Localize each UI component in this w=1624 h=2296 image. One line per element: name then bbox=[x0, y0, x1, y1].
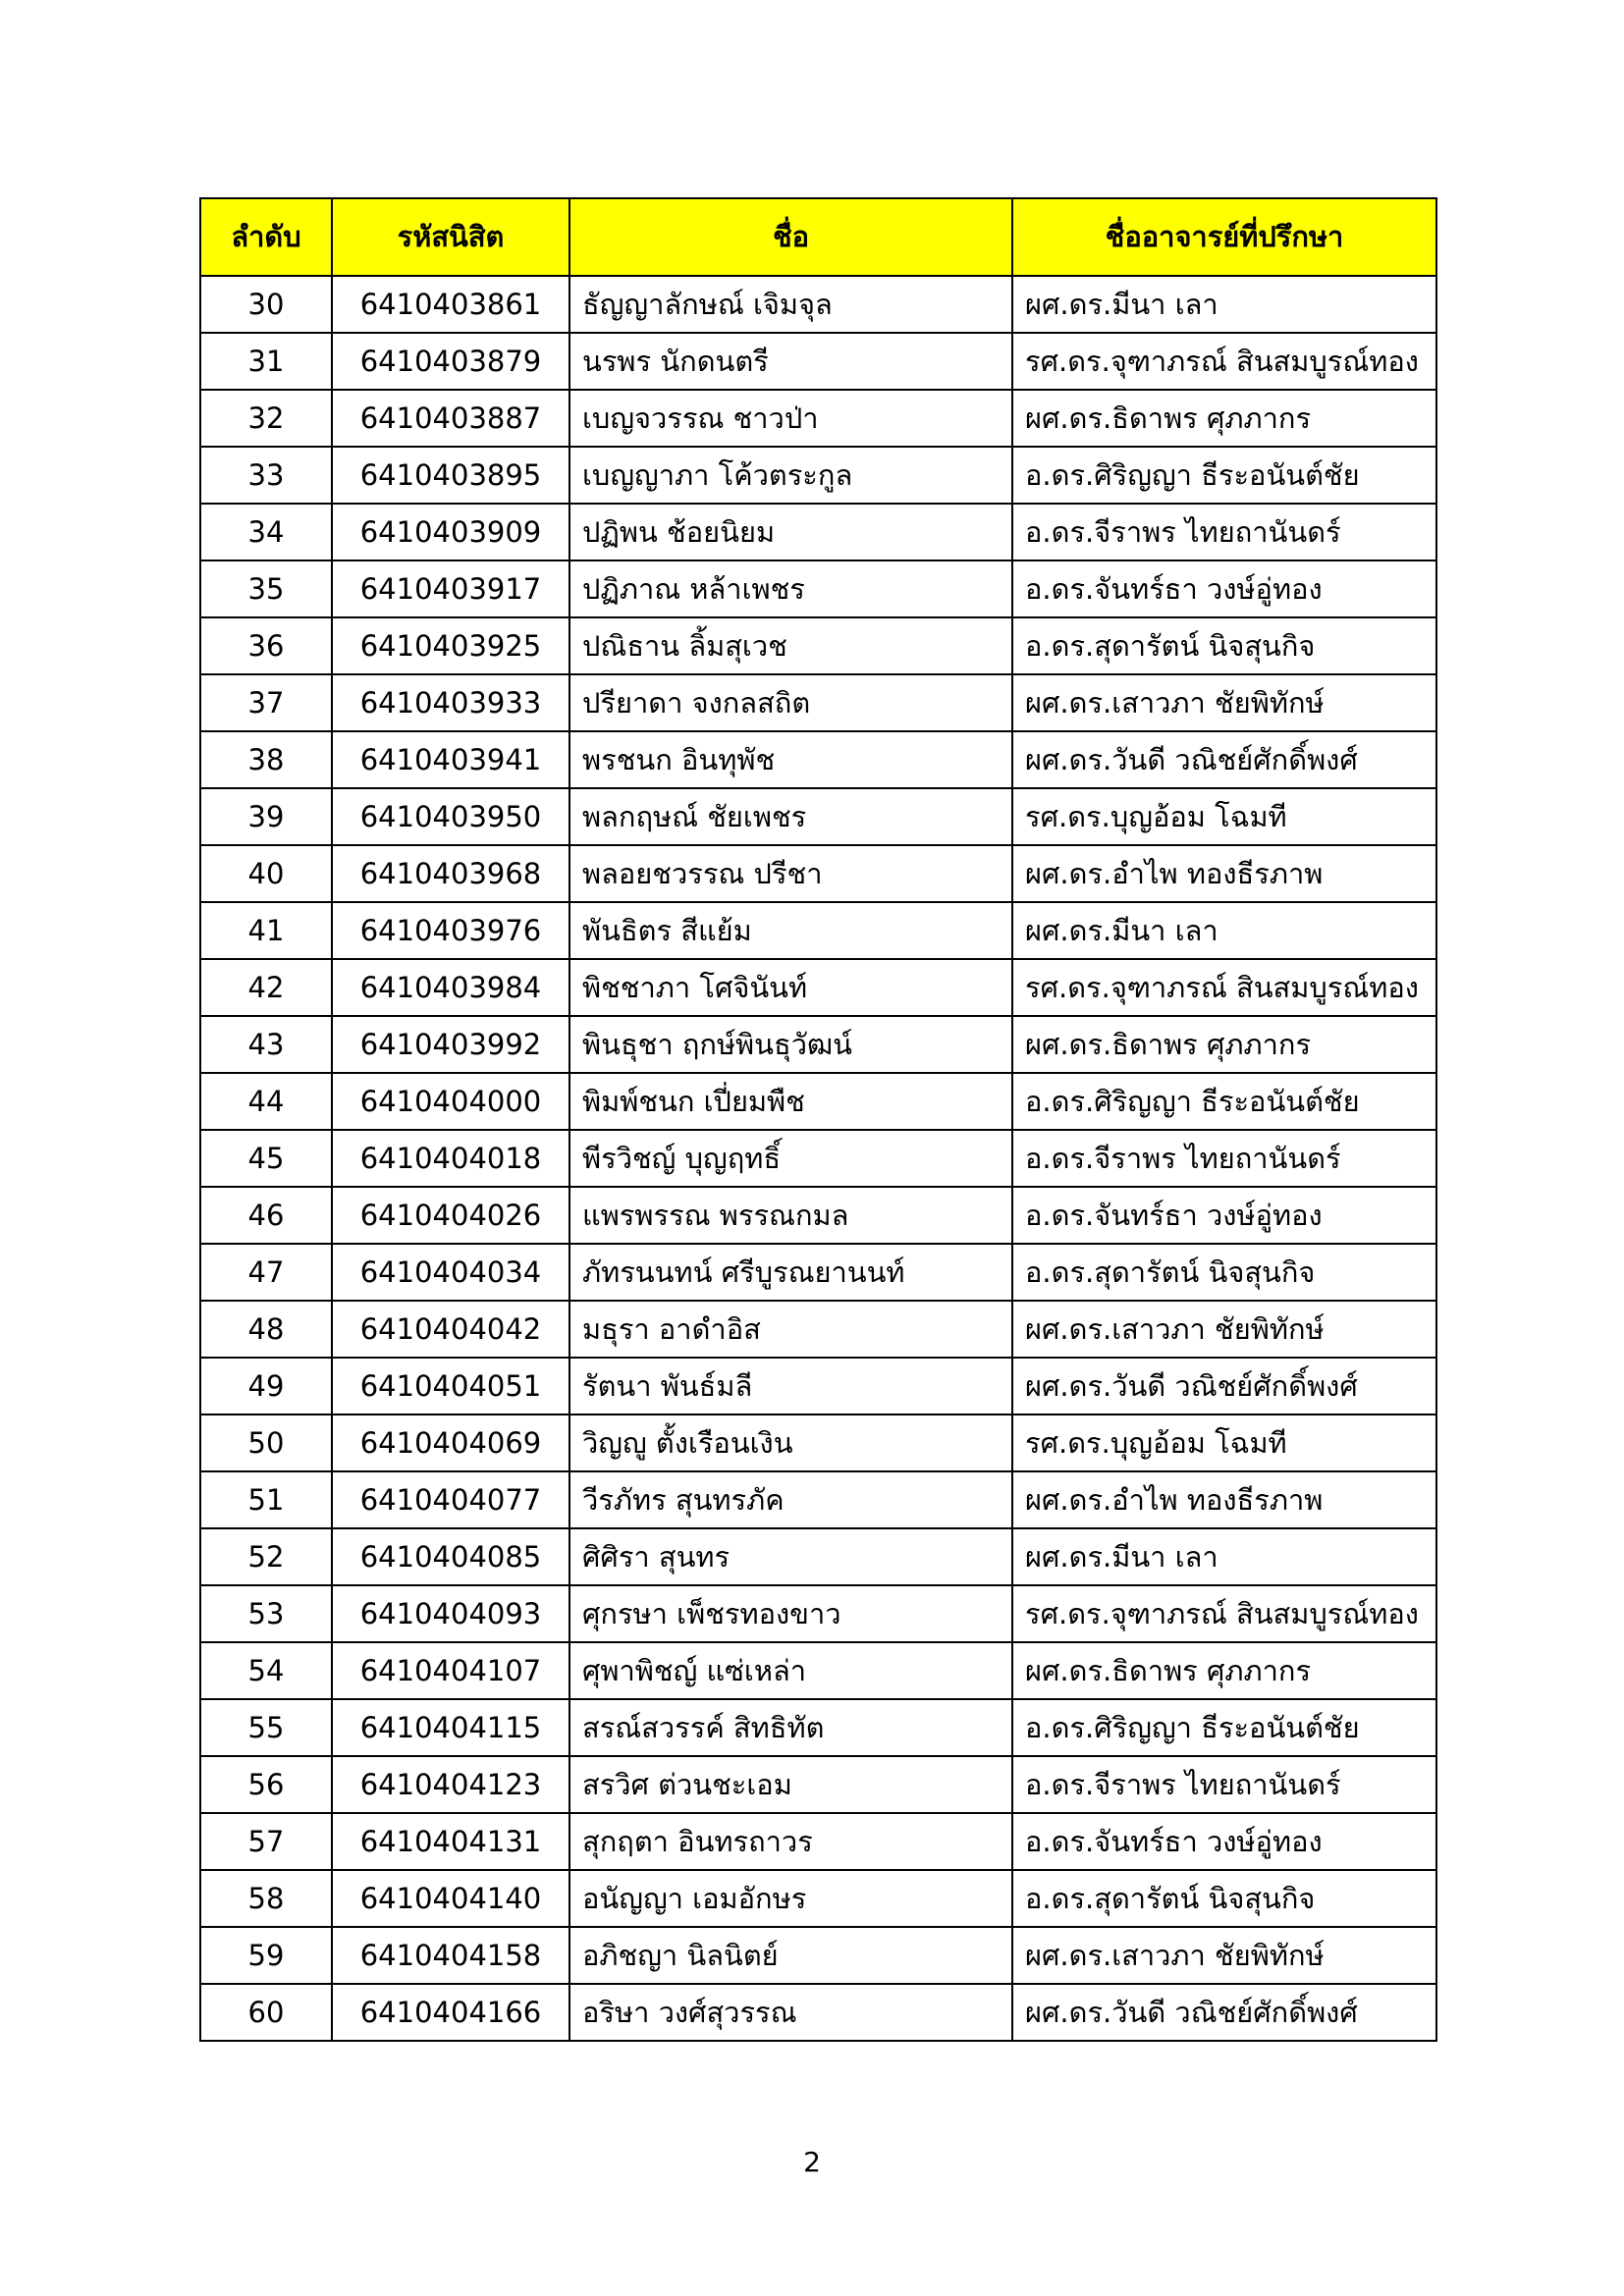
table-body bbox=[200, 276, 1436, 2041]
order-number-cell: 46 bbox=[200, 1187, 332, 1244]
table-row bbox=[200, 731, 1436, 788]
student-name-cell: มธุรา อาดำอิส bbox=[569, 1301, 1012, 1358]
advisor-name-cell: ผศ.ดร.มีนา เลา bbox=[1012, 276, 1436, 333]
advisor-name-cell: ผศ.ดร.อำไพ ทองธีรภาพ bbox=[1012, 845, 1436, 902]
advisor-name-cell: รศ.ดร.บุญอ้อม โฉมที bbox=[1012, 788, 1436, 845]
table-row bbox=[200, 276, 1436, 333]
student-id-cell: 6410404140 bbox=[332, 1870, 569, 1927]
order-number-cell: 35 bbox=[200, 561, 332, 617]
table-row bbox=[200, 1870, 1436, 1927]
student-id-cell: 6410403925 bbox=[332, 617, 569, 674]
table-row bbox=[200, 959, 1436, 1016]
advisor-name-cell: รศ.ดร.จุฑาภรณ์ สินสมบูรณ์ทอง bbox=[1012, 959, 1436, 1016]
student-id-cell: 6410404018 bbox=[332, 1130, 569, 1187]
order-number-cell: 33 bbox=[200, 447, 332, 504]
order-number-cell: 37 bbox=[200, 674, 332, 731]
student-name-cell: วีรภัทร สุนทรภัค bbox=[569, 1471, 1012, 1528]
table-row bbox=[200, 845, 1436, 902]
order-number-cell: 34 bbox=[200, 504, 332, 561]
student-id-cell: 6410404107 bbox=[332, 1642, 569, 1699]
student-id-cell: 6410404123 bbox=[332, 1756, 569, 1813]
order-number-cell: 52 bbox=[200, 1528, 332, 1585]
student-name-cell: แพรพรรณ พรรณกมล bbox=[569, 1187, 1012, 1244]
advisor-name-cell: อ.ดร.ศิริญญา ธีระอนันต์ชัย bbox=[1012, 447, 1436, 504]
table-row bbox=[200, 1528, 1436, 1585]
student-id-cell: 6410404166 bbox=[332, 1984, 569, 2041]
student-id-cell: 6410404042 bbox=[332, 1301, 569, 1358]
student-name-cell: พันธิตร สีแย้ม bbox=[569, 902, 1012, 959]
table-row bbox=[200, 1415, 1436, 1471]
student-id-cell: 6410403968 bbox=[332, 845, 569, 902]
advisor-name-cell: อ.ดร.จีราพร ไทยถานันดร์ bbox=[1012, 504, 1436, 561]
advisor-name-cell: ผศ.ดร.เสาวภา ชัยพิทักษ์ bbox=[1012, 1301, 1436, 1358]
header-student-name: ชื่อ bbox=[569, 198, 1012, 276]
order-number-cell: 53 bbox=[200, 1585, 332, 1642]
advisor-name-cell: ผศ.ดร.ธิดาพร ศุภภากร bbox=[1012, 390, 1436, 447]
order-number-cell: 36 bbox=[200, 617, 332, 674]
table-row bbox=[200, 1016, 1436, 1073]
order-number-cell: 40 bbox=[200, 845, 332, 902]
student-name-cell: ปฏิพน ช้อยนิยม bbox=[569, 504, 1012, 561]
order-number-cell: 45 bbox=[200, 1130, 332, 1187]
order-number-cell: 55 bbox=[200, 1699, 332, 1756]
header-student-id: รหัสนิสิต bbox=[332, 198, 569, 276]
order-number-cell: 31 bbox=[200, 333, 332, 390]
order-number-cell: 43 bbox=[200, 1016, 332, 1073]
table-row bbox=[200, 390, 1436, 447]
student-name-cell: สรวิศ ต่วนชะเอม bbox=[569, 1756, 1012, 1813]
student-advisor-table bbox=[199, 197, 1437, 2042]
advisor-name-cell: อ.ดร.สุดารัตน์ นิจสุนกิจ bbox=[1012, 1870, 1436, 1927]
student-name-cell: ปณิธาน ลิ้มสุเวช bbox=[569, 617, 1012, 674]
student-id-cell: 6410403909 bbox=[332, 504, 569, 561]
order-number-cell: 60 bbox=[200, 1984, 332, 2041]
student-name-cell: นรพร นักดนตรี bbox=[569, 333, 1012, 390]
student-name-cell: อภิชญา นิลนิตย์ bbox=[569, 1927, 1012, 1984]
student-name-cell: พลอยชวรรณ ปรีชา bbox=[569, 845, 1012, 902]
advisor-name-cell: อ.ดร.ศิริญญา ธีระอนันต์ชัย bbox=[1012, 1073, 1436, 1130]
student-id-cell: 6410404069 bbox=[332, 1415, 569, 1471]
table-row bbox=[200, 333, 1436, 390]
student-name-cell: พรชนก อินทุพัช bbox=[569, 731, 1012, 788]
student-id-cell: 6410403917 bbox=[332, 561, 569, 617]
student-name-cell: อริษา วงศ์สุวรรณ bbox=[569, 1984, 1012, 2041]
order-number-cell: 50 bbox=[200, 1415, 332, 1471]
student-id-cell: 6410404077 bbox=[332, 1471, 569, 1528]
table-row bbox=[200, 788, 1436, 845]
header-row bbox=[200, 198, 1436, 276]
order-number-cell: 59 bbox=[200, 1927, 332, 1984]
student-id-cell: 6410403976 bbox=[332, 902, 569, 959]
table-row bbox=[200, 1927, 1436, 1984]
student-name-cell: เบญจวรรณ ชาวป่า bbox=[569, 390, 1012, 447]
advisor-name-cell: ผศ.ดร.ธิดาพร ศุภภากร bbox=[1012, 1642, 1436, 1699]
student-name-cell: ศิศิรา สุนทร bbox=[569, 1528, 1012, 1585]
student-name-cell: ภัทรนนทน์ ศรีบูรณยานนท์ bbox=[569, 1244, 1012, 1301]
order-number-cell: 30 bbox=[200, 276, 332, 333]
student-id-cell: 6410403887 bbox=[332, 390, 569, 447]
student-id-cell: 6410403895 bbox=[332, 447, 569, 504]
student-name-cell: ปฏิภาณ หล้าเพชร bbox=[569, 561, 1012, 617]
student-name-cell: สุกฤตา อินทรถาวร bbox=[569, 1813, 1012, 1870]
student-name-cell: พิชชาภา โศจินันท์ bbox=[569, 959, 1012, 1016]
table-row bbox=[200, 1699, 1436, 1756]
student-id-cell: 6410404158 bbox=[332, 1927, 569, 1984]
table-row bbox=[200, 902, 1436, 959]
table-row bbox=[200, 561, 1436, 617]
table-header bbox=[200, 198, 1436, 276]
student-name-cell: ธัญญาลักษณ์ เจิมจุล bbox=[569, 276, 1012, 333]
student-id-cell: 6410404034 bbox=[332, 1244, 569, 1301]
order-number-cell: 32 bbox=[200, 390, 332, 447]
student-id-cell: 6410404131 bbox=[332, 1813, 569, 1870]
advisor-name-cell: ผศ.ดร.วันดี วณิชย์ศักดิ์พงศ์ bbox=[1012, 1984, 1436, 2041]
advisor-name-cell: ผศ.ดร.ธิดาพร ศุภภากร bbox=[1012, 1016, 1436, 1073]
advisor-name-cell: ผศ.ดร.เสาวภา ชัยพิทักษ์ bbox=[1012, 674, 1436, 731]
table-row bbox=[200, 1585, 1436, 1642]
student-id-cell: 6410404026 bbox=[332, 1187, 569, 1244]
student-id-cell: 6410403950 bbox=[332, 788, 569, 845]
advisor-name-cell: อ.ดร.จันทร์ธา วงษ์อู่ทอง bbox=[1012, 1187, 1436, 1244]
student-name-cell: อนัญญา เอมอักษร bbox=[569, 1870, 1012, 1927]
advisor-name-cell: อ.ดร.จันทร์ธา วงษ์อู่ทอง bbox=[1012, 561, 1436, 617]
table-row bbox=[200, 1301, 1436, 1358]
student-name-cell: พินธุชา ฤกษ์พินธุวัฒน์ bbox=[569, 1016, 1012, 1073]
advisor-name-cell: อ.ดร.จีราพร ไทยถานันดร์ bbox=[1012, 1130, 1436, 1187]
table-row bbox=[200, 1471, 1436, 1528]
table-row bbox=[200, 617, 1436, 674]
order-number-cell: 51 bbox=[200, 1471, 332, 1528]
student-name-cell: ศุพาพิชญ์ แซ่เหล่า bbox=[569, 1642, 1012, 1699]
advisor-name-cell: รศ.ดร.จุฑาภรณ์ สินสมบูรณ์ทอง bbox=[1012, 1585, 1436, 1642]
header-advisor-name: ชื่ออาจารย์ที่ปรึกษา bbox=[1012, 198, 1436, 276]
table-row bbox=[200, 674, 1436, 731]
student-id-cell: 6410404093 bbox=[332, 1585, 569, 1642]
advisor-name-cell: อ.ดร.สุดารัตน์ นิจสุนกิจ bbox=[1012, 1244, 1436, 1301]
student-name-cell: พิมพ์ชนก เปี่ยมพืช bbox=[569, 1073, 1012, 1130]
order-number-cell: 42 bbox=[200, 959, 332, 1016]
table-row bbox=[200, 1813, 1436, 1870]
advisor-name-cell: อ.ดร.ศิริญญา ธีระอนันต์ชัย bbox=[1012, 1699, 1436, 1756]
student-name-cell: สรณ์สวรรค์ สิทธิทัต bbox=[569, 1699, 1012, 1756]
table-row bbox=[200, 1073, 1436, 1130]
table-row bbox=[200, 1756, 1436, 1813]
student-id-cell: 6410403941 bbox=[332, 731, 569, 788]
order-number-cell: 41 bbox=[200, 902, 332, 959]
advisor-name-cell: ผศ.ดร.วันดี วณิชย์ศักดิ์พงศ์ bbox=[1012, 731, 1436, 788]
student-name-cell: วิญญู ตั้งเรือนเงิน bbox=[569, 1415, 1012, 1471]
order-number-cell: 49 bbox=[200, 1358, 332, 1415]
student-name-cell: ปรียาดา จงกลสถิต bbox=[569, 674, 1012, 731]
page-number: 2 bbox=[803, 2146, 821, 2178]
order-number-cell: 54 bbox=[200, 1642, 332, 1699]
advisor-name-cell: ผศ.ดร.วันดี วณิชย์ศักดิ์พงศ์ bbox=[1012, 1358, 1436, 1415]
advisor-name-cell: รศ.ดร.บุญอ้อม โฉมที bbox=[1012, 1415, 1436, 1471]
student-id-cell: 6410404000 bbox=[332, 1073, 569, 1130]
order-number-cell: 56 bbox=[200, 1756, 332, 1813]
table-row bbox=[200, 1244, 1436, 1301]
advisor-name-cell: ผศ.ดร.เสาวภา ชัยพิทักษ์ bbox=[1012, 1927, 1436, 1984]
student-id-cell: 6410403879 bbox=[332, 333, 569, 390]
advisor-name-cell: ผศ.ดร.อำไพ ทองธีรภาพ bbox=[1012, 1471, 1436, 1528]
student-id-cell: 6410404085 bbox=[332, 1528, 569, 1585]
order-number-cell: 48 bbox=[200, 1301, 332, 1358]
student-name-cell: เบญญาภา โค้วตระกูล bbox=[569, 447, 1012, 504]
student-name-cell: ศุกรษา เพ็ชรทองขาว bbox=[569, 1585, 1012, 1642]
order-number-cell: 39 bbox=[200, 788, 332, 845]
student-id-cell: 6410403933 bbox=[332, 674, 569, 731]
advisor-name-cell: ผศ.ดร.มีนา เลา bbox=[1012, 902, 1436, 959]
student-id-cell: 6410403984 bbox=[332, 959, 569, 1016]
order-number-cell: 47 bbox=[200, 1244, 332, 1301]
student-name-cell: รัตนา พันธ์มลี bbox=[569, 1358, 1012, 1415]
table-row bbox=[200, 1130, 1436, 1187]
table-row bbox=[200, 1642, 1436, 1699]
order-number-cell: 38 bbox=[200, 731, 332, 788]
order-number-cell: 58 bbox=[200, 1870, 332, 1927]
advisor-name-cell: ผศ.ดร.มีนา เลา bbox=[1012, 1528, 1436, 1585]
advisor-name-cell: อ.ดร.จีราพร ไทยถานันดร์ bbox=[1012, 1756, 1436, 1813]
table-row bbox=[200, 1984, 1436, 2041]
student-id-cell: 6410404115 bbox=[332, 1699, 569, 1756]
student-id-cell: 6410403861 bbox=[332, 276, 569, 333]
table-row bbox=[200, 447, 1436, 504]
advisor-name-cell: อ.ดร.จันทร์ธา วงษ์อู่ทอง bbox=[1012, 1813, 1436, 1870]
table-row bbox=[200, 1358, 1436, 1415]
header-order-number: ลำดับ bbox=[200, 198, 332, 276]
advisor-name-cell: อ.ดร.สุดารัตน์ นิจสุนกิจ bbox=[1012, 617, 1436, 674]
student-id-cell: 6410404051 bbox=[332, 1358, 569, 1415]
table-row bbox=[200, 1187, 1436, 1244]
advisor-name-cell: รศ.ดร.จุฑาภรณ์ สินสมบูรณ์ทอง bbox=[1012, 333, 1436, 390]
student-name-cell: พลกฤษณ์ ชัยเพชร bbox=[569, 788, 1012, 845]
order-number-cell: 57 bbox=[200, 1813, 332, 1870]
student-id-cell: 6410403992 bbox=[332, 1016, 569, 1073]
student-name-cell: พีรวิชญ์ บุญฤทธิ์ bbox=[569, 1130, 1012, 1187]
order-number-cell: 44 bbox=[200, 1073, 332, 1130]
table-row bbox=[200, 504, 1436, 561]
